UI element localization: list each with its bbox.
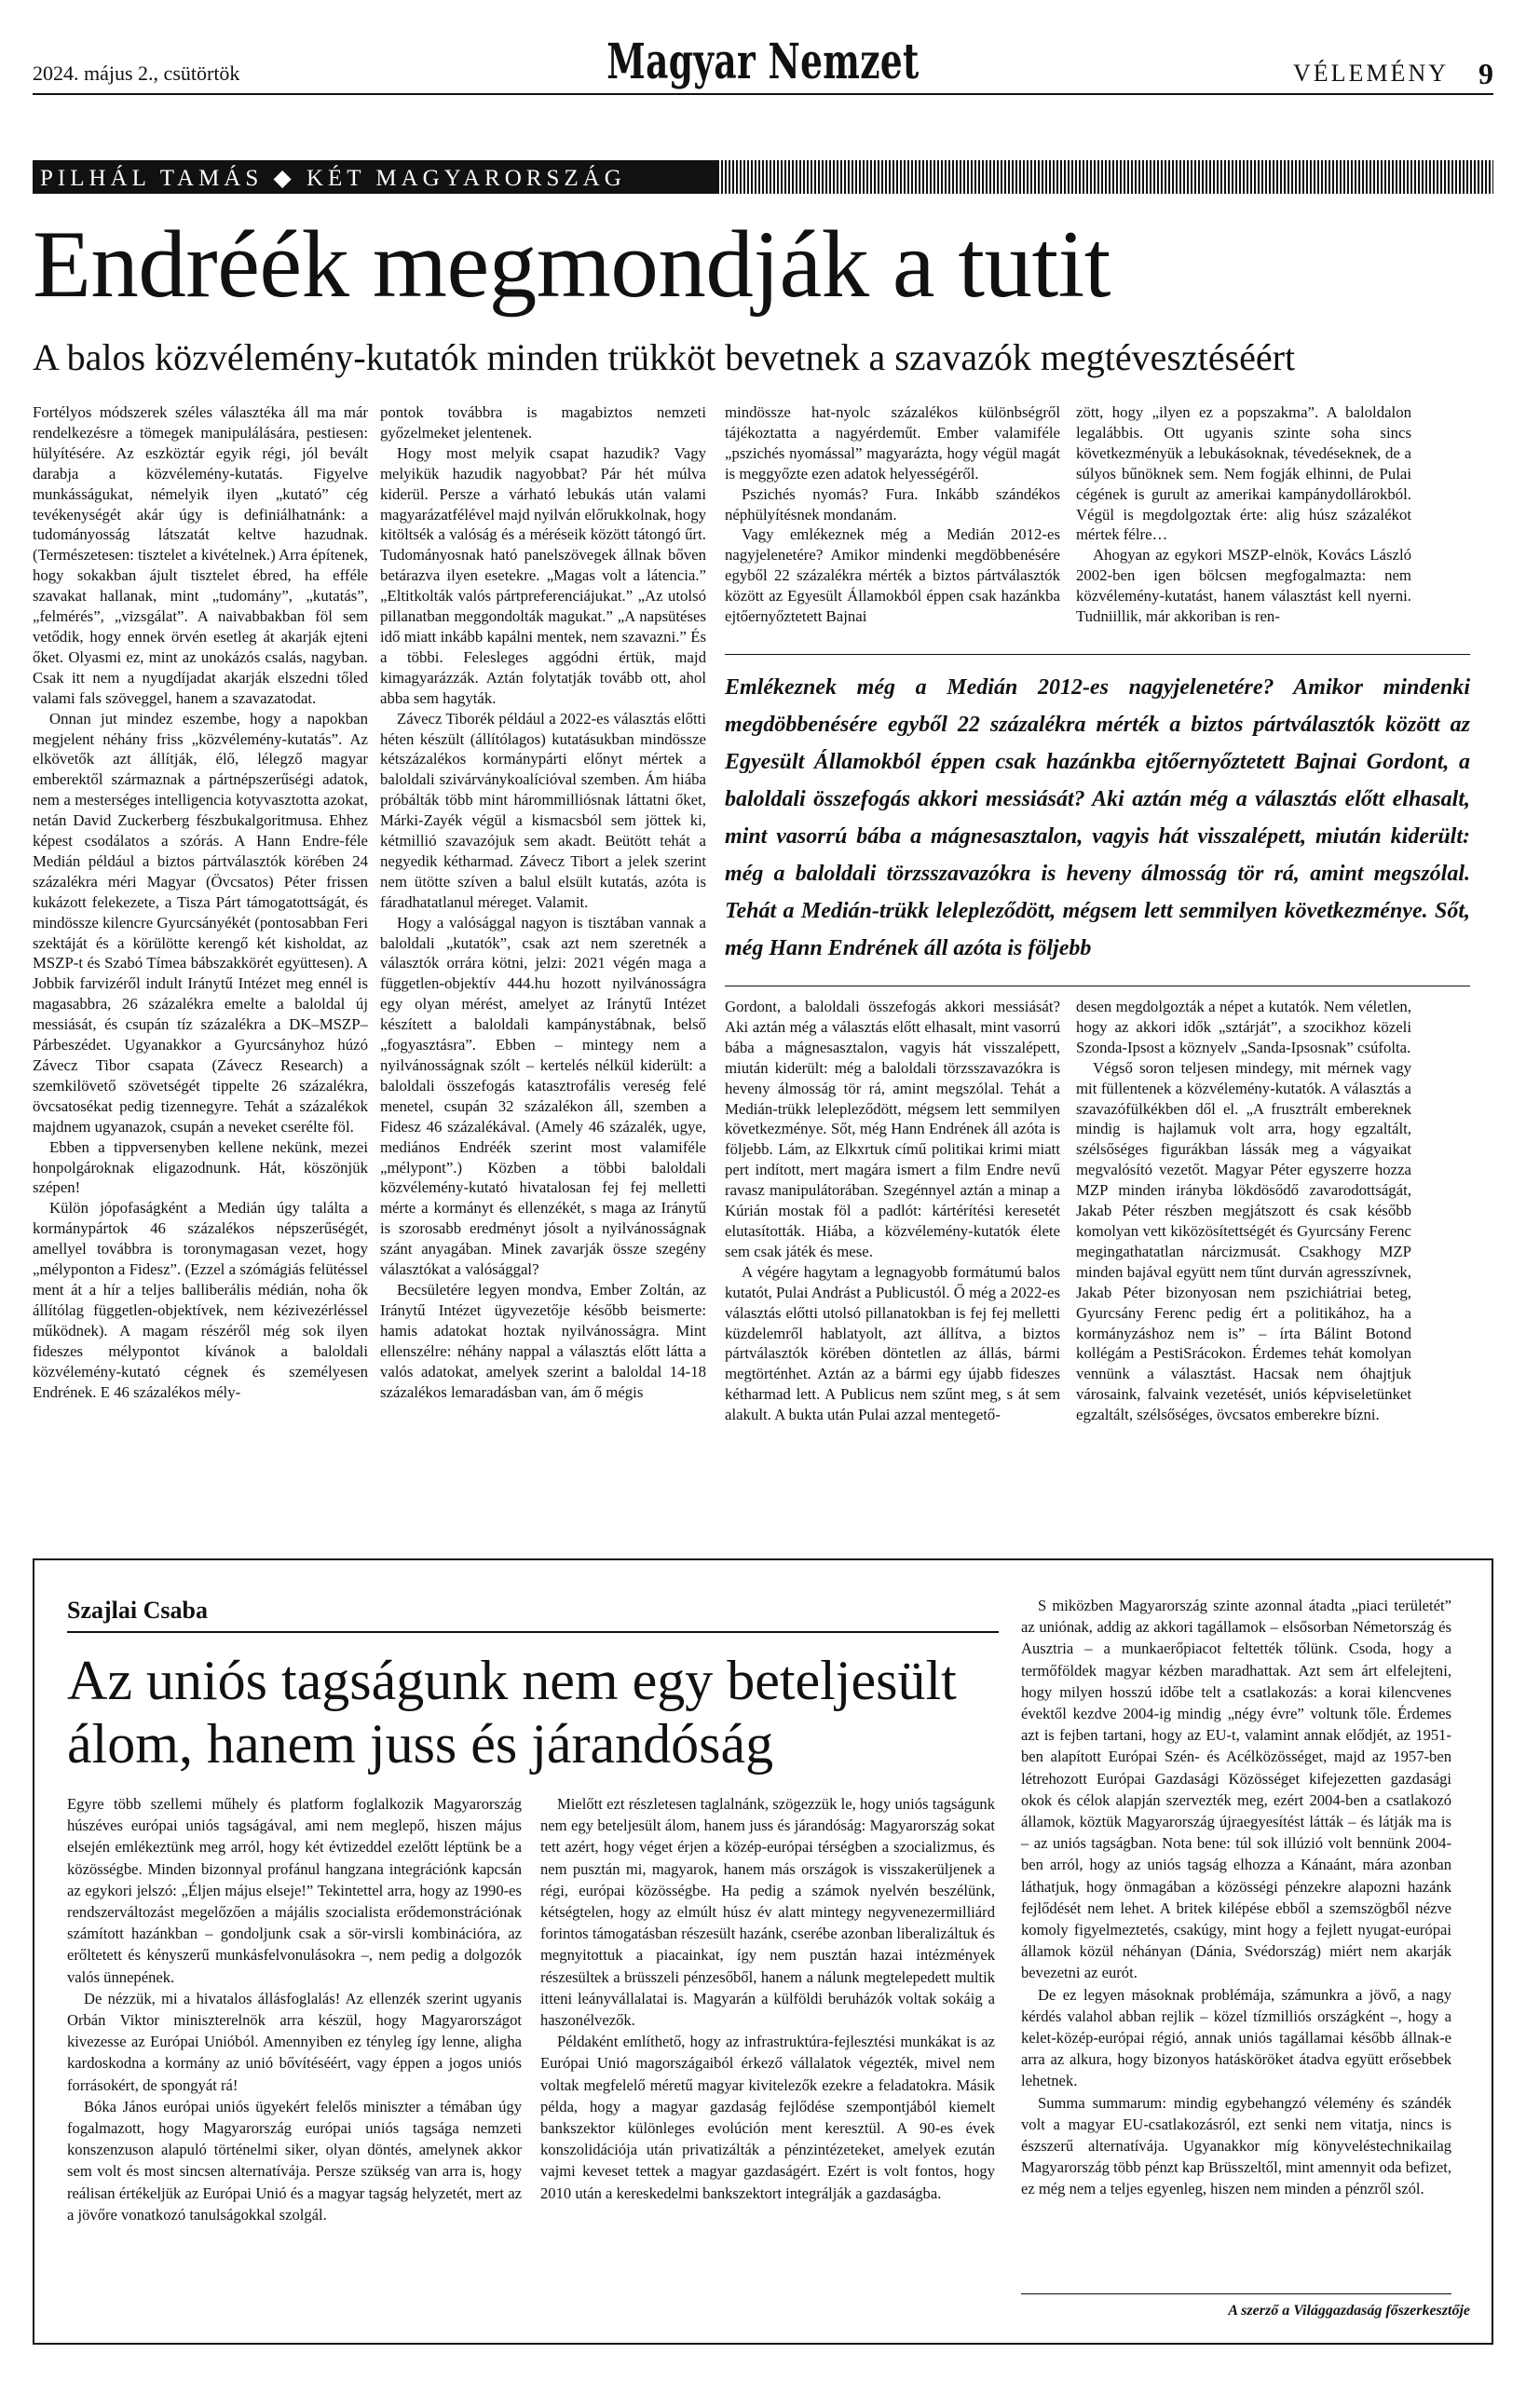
section-name: VÉLEMÉNY <box>1293 60 1449 87</box>
article1-column-2 <box>380 402 706 1402</box>
paragraph: Becsületére legyen mondva, Ember Zoltán, az Iránytű Intézet ügyvezetője később beismerte: hamis adatokat hoztak nyilvánosságra. Mint ellenszélre: néhány nappal a választás előtt látta a valós adatokat, amelyek szerint a baloldal 14-18 százalékos lemaradásban van, ám ő mégis <box>380 1280 706 1401</box>
article1-headline: Endréék megmondják a tutit <box>33 211 1110 318</box>
paragraph: Vagy emlékeznek még a Medián 2012-es nagyjelenetére? Amikor mindenki megdöbbenésére egyből 22 százalékra mérték a biztos pártválasztók között az Egyesült Államokból éppen csak hazánkba ejtőernyőztetett Bajnai <box>725 525 1060 626</box>
paragraph: Závecz Tiborék például a 2022-es választás előtti héten készült (állítólagos) kutatásukban mindössze kétszázalékos kormánypárti előnyt mértek a baloldali szivárványkoalícióval szemben. Ám hiába próbálták több mint hárommilliósnak láttatni őket, Márki-Zayék végül a kismacsból sem jöttek ki, kétmillió szavazójuk sem akadt. Beütött tehát a negyedik kétharmad. Závecz Tibort a jelek szerint nem ütötte szíven a balul elsült kutatás, azóta is fáradhatatlanul méreget. Valamit. <box>380 709 706 911</box>
paragraph: Summa summarum: mindig egybehangzó vélemény és szándék volt a magyar EU-csatlakozásról, ezt senki nem vitatja, nincs is észszerű alternatívája. Ugyanakkor míg könyveléstechnikailag Magyarország több pénzt kap Brüsszeltől, mint amennyit oda befizet, ez még nem a teljes egyenleg, hiszen nem minden a pénzről szól. <box>1021 2093 1451 2198</box>
newspaper-logo: Magyar Nemzet <box>606 34 920 90</box>
article2-column-3 <box>1021 1595 1451 2200</box>
headline-line: Az uniós tagságunk nem egy beteljesült <box>67 1650 957 1711</box>
headline-line: álom, hanem juss és járandóság <box>67 1713 774 1775</box>
paragraph: pontok továbbra is magabiztos nemzeti győzelmeket jelentenek. <box>380 403 706 442</box>
paragraph: Példaként említhető, hogy az infrastruktúra-fejlesztési munkákat is az Európai Unió magországaiból érkező vállalatok végezték, mivel nem voltak megfelelő méretű magyar kivitelezők ezekre a feladatokra. Másik példa, hogy a magyar gazdaság fejlődése szempontjából kiemelt bankszektor különleges evolúción ment keresztül. A 90-es évek konszolidációja után privatizálták a pénzintézeteket, amelyek ezután vajmi keveset tettek a magyar gazdaságért. Ezért is volt fontos, hogy 2010 után a kereskedelmi bankszektort integrálják a gazdaságba. <box>540 2033 995 2202</box>
issue-date: 2024. május 2., csütörtök <box>33 61 240 85</box>
paragraph: mindössze hat-nyolc százalékos különbségről tájékoztatta a nagyérdeműt. Ember valamiféle „pszichés nyomással” magyarázta, hogy végül magát is meggyőzte ezen adatok helyességéről. <box>725 403 1060 483</box>
column-kicker: PILHÁL TAMÁS ◆ KÉT MAGYARORSZÁG <box>33 164 634 192</box>
kicker-pattern <box>717 160 1493 194</box>
article1-subheadline: A balos közvélemény-kutatók minden trükköt bevetnek a szavazók megtévesztéséért <box>33 336 1296 378</box>
author-credit: A szerző a Világgazdaság főszerkesztője <box>1228 2303 1470 2319</box>
paragraph: De nézzük, mi a hivatalos állásfoglalás! Az ellenzék szerint ugyanis Orbán Viktor miniszterelnök arra készül, hogy Magyarországot kivezesse az Európai Unióból. Amennyiben ez tényleg így lenne, aligha kardoskodna a kormány az unió bővítéséért, vagy éppen a jogos uniós forrásokért, de spongyát rá! <box>67 1989 522 2094</box>
column-kicker-bar <box>33 160 1493 194</box>
masthead-rule <box>33 93 1493 95</box>
article2-headline <box>67 1649 957 1775</box>
article1-column-5 <box>725 997 1060 1425</box>
article1-column-6 <box>1076 997 1411 1425</box>
article2-column-1 <box>67 1793 522 2225</box>
paragraph: Ebben a tippversenyben kellene nekünk, mezei honpolgároknak eligazodnunk. Hát, köszönjük szépen! <box>33 1137 368 1197</box>
masthead <box>33 26 1493 90</box>
paragraph: Hogy most melyik csapat hazudik? Vagy melyikük hazudik nagyobbat? Pár hét múlva kiderül. Persze a várható lebukás után valami magyarázatfélével majd nyilván előrukkolnak, hogy kitöltsék a valóság és a méréseik között tátongó űrt. Tudományosnak ható panelszövegek állnak bőven betárazva ilyen esetekre. „Magas volt a látencia.” „Eltitkolták valós pártpreferenciájukat.” „Az utolsó pillanatban meggondolták magukat.” „A napsütéses idő miatt inkább kapálni mentek, nem szavazni.” És a többi. Felesleges aggódni értük, majd kimagyarázzák. Aztán folytatják tovább ott, ahol abba sem hagyták. <box>380 443 706 707</box>
paragraph: A végére hagytam a legnagyobb formátumú balos kutatót, Pulai Andrást a Publicustól. Ő még a 2022-es választás előtti utolsó pillanatokban is fej fej melletti küzdelemről hablatyolt, azt állítva, a biztos pártválasztók körében döntetlen az állás, bármi megtörténhet. Aztán az a bármi egy újabb fideszes kétharmad lett. A Publicus nem szűnt meg, s át sem alakult. A bukta után Pulai azzal mentegető- <box>725 1262 1060 1424</box>
paragraph: Onnan jut mindez eszembe, hogy a napokban megjelent néhány friss „közvélemény-kutatás”. Az elkövetők azt állítják, élő, lélegző magyar emberektől származnak a pártnépszerűségi adatok, nem a mesterséges intelligencia kotyvasztotta azokat, netán David Zuckerberg fészbukalgoritmusa. Ehhez képest csodálatos a szórás. A Hann Endre-féle Medián például a biztos pártválasztók körében 24 százalékra méri Magyar (Övcsatos) Péter frissen kukázott felekezete, a Tisza Párt támogatottságát, és mindössze kilencre Gyurcsányékét (pontosabban Feri szektáját és a körülötte kerengő két kisholdat, az MSZP-t és Szabó Tímea bábszakkörét együttesen). A Jobbik farvizéről indult Iránytű Intézet meg ennél is magasabbra, 26 százalékra emelte a baloldal új messiását, és csupán tíz százalékra a DK–MSZP–Párbeszédet. Ugyanakkor a Gyurcsányhoz húzó Závecz Tibor csapata (Závecz Research) a szemkilövető szövetségét tippelte 26 százalékra, övcsatosékat pedig tizennegyre. Tehát a százalékok majdnem ugyanazok, csupán a neveket cserélte föl. <box>33 709 368 1136</box>
paragraph: Ahogyan az egykori MSZP-elnök, Kovács László 2002-ben igen bölcsen megfogalmazta: nem közvélemény-kutatást, hanem választást kell nyerni. Tudniillik, már akkoriban is ren- <box>1076 546 1411 626</box>
paragraph: desen megdolgozták a népet a kutatók. Nem véletlen, hogy az akkori idők „sztárját”, a szocikhoz közeli Szonda-Ipsost a köznyelv „Sanda-Ipsosnak” csúfolta. <box>1076 998 1411 1056</box>
paragraph: De ez legyen másoknak problémája, számunkra a jövő, a nagy kérdés valahol abban rejlik – közel tízmilliós országként –, hogy a kelet-közép-európai régió, annak uniós tagállamai később állnak-e arra az alkura, hogy bizonyos hatásköröket átadva együtt erősebbek lehetnek. <box>1021 1985 1451 2090</box>
paragraph: Hogy a valósággal nagyon is tisztában vannak a baloldali „kutatók”, csak azt nem szeretnék a választók orrára kötni, jelzi: 2021 végén maga a független-objektív 444.hu hozott nyilvánosságra egy olyan mérést, amelyet az Iránytű Intézet készített a baloldali kampánystábnak, belső „fogyasztásra”. Ebben – mintegy nem a nyilvánosságnak szólt – kertelés nélkül kiderült: a baloldali összefogás katasztrofális vereség felé menetel, csupán 32 százalékon áll, szemben a Fidesz 46 százalékával. (Amely 46 százalék, ugye, mediános Endréék szerint most valamiféle „mélypont”.) Közben a többi baloldali közvélemény-kutató hivatalosan fej fej melletti mérte a kormányt és ellenzékét, s maga az Iránytű is szorosabb eredményt jósolt a nyilvánosságnak szánt anyagában. Minek zavarják össze szegény választókat a valósággal? <box>380 913 706 1279</box>
paragraph: zött, hogy „ilyen ez a popszakma”. A baloldalon legalábbis. Ott ugyanis szinte soha sincs következményük a lebukásoknak, tévedéseknek, de a súlyos bűnöknek sem. Nem fogják elhinni, de Pulai cégének is gurult az amerikai kampánydollárokból. Végül is megdolgoztak érte: alig húsz százalékot mértek félre… <box>1076 403 1411 544</box>
page-number: 9 <box>1478 57 1493 90</box>
paragraph: S miközben Magyarország szinte azonnal átadta „piaci területét” az uniónak, addig az akkori tagállamok – elsősorban Németország és Ausztria – a munkaerőpiacot feltették tőlünk. Csoda, hogy a termőföldek magyar kézben maradhattak. Azt sem árt elfelejteni, hogy milyen hosszú időbe telt a csatlakozás: a korai kilencvenes évektől kezdve 2004-ig mindig „négy évre” voltunk tőle. Érdemes azt is fejben tartani, hogy az EU-t, valamint annak elődjét, az 1951-ben alapított Európai Szén- és Acélközösséget, majd az 1957-ben létrehozott Európai Gazdasági Közösséget kifejezetten gazdasági okok és célok alapján szervezték meg, ezért 2004-ben a csatlakozó államok, köztük Magyarország újraegyesítést látták – és látják ma is – az uniós tagságban. Nota bene: túl sok illúzió volt bennünk 2004-ben arról, hogy az uniós tagság elhozza a Kánaánt, mára azonban láthatjuk, hogy önmagában a közösségi pénzekre alapozni hazánk fejlődését nem lehet. A britek kilépése ebből a szemszögből nézve komoly figyelmeztetés, csakúgy, mint hogy a fejlett nyugat-európai államok közül néhányan (Dánia, Svédország) miért nem akarják bevezetni az eurót. <box>1021 1597 1451 1982</box>
paragraph: Fortélyos módszerek széles választéka áll ma már rendelkezésre a tömegek manipulálására, pestiesen: hülyítésére. Az eszköztár egyik régi, jól bevált darabja a közvélemény-kutatás. Figyelve munkásságukat, némelyik ilyen „kutató” cég tevékenységét akár úgy is definiálhatnánk: a tudományosság látszatát keltve hazudnak. (Természetesen: tisztelet a kivételnek.) Arra építenek, hogy sokakban ájult tisztelet ébred, ha efféle szavakat hallanak, mint „tudomány”, „kutatás”, „felmérés”, „vizsgálat”. A naivabbakban föl sem vetődik, hogy ennek örvén esetleg át akarják ejteni őket. Olyasmi ez, mint az unokázós csalás, nagyban. Csak itt nem a nyugdíjadat akarják elszedni tőled valami fals szöveggel, hanem a szavazatodat. <box>33 403 368 707</box>
article2-column-2 <box>540 1793 995 2204</box>
credit-rule <box>1021 2293 1451 2294</box>
paragraph: Egyre több szellemi műhely és platform foglalkozik Magyarország húszéves európai uniós tagságával, ami nem meglepő, hiszen május elsején emlékeztünk meg arról, hogy két évtizeddel ezelőtt léptünk be a közösségbe. Minden bizonnyal profánul hangzana integrációnk kapcsán az egykori jelszó: „Éljen május elseje!” Tekintettel arra, hogy az 1990-es rendszerváltozást megelőzően a májális szocialista erődemonstrációnak számított hazánkban – gondoljunk csak a sör-virsli kombinációra, az erőltetett és kényszerű munkásfelvonulásokra –, nem pedig a dolgozók valós ünnepének. <box>67 1795 522 1986</box>
pullquote: Emlékeznek még a Medián 2012-es nagyjelenetére? Amikor mindenki megdöbbenésére egyből 22 százalékra mérték a biztos pártválasztók között az Egyesült Államokból éppen csak hazánkba ejtőernyőztetett Bajnai Gordont, a baloldali összefogás akkori messiását? Aki aztán még a választás előtt elhasalt, mint vasorrú bába a mágnesasztalon, vagyis hát visszalépett, miután kiderült: még a baloldali törzsszavazókra is heveny álmosság tör rá, amint megszólal. Tehát a Medián-trükk lelepleződött, mégsem lett semmilyen következménye. Sőt, még Hann Endrének áll azóta is följebb <box>725 675 1470 960</box>
article1-column-1 <box>33 402 368 1402</box>
paragraph: Pszichés nyomás? Fura. Inkább szándékos néphülyítésnek mondanám. <box>725 484 1060 524</box>
article1-column-3 <box>725 402 1060 627</box>
pullquote-rule-top <box>725 654 1470 655</box>
paragraph: Külön jópofaságként a Medián úgy találta a kormánypártok 46 százalékos népszerűségét, amellyel továbbra is toronymagasan vezet, hogy „mélyponton a Fidesz”. (Ezzel a szómágiás felütéssel ment át a hír a teljes balliberális médián, noha ők állítólag független-objektívek, nem kézivezérléssel működnek). A magam részéről még sok ilyen fideszes mélypontot kívánok a baloldali közvélemény-kutató cégnek és személyesen Endrének. E 46 százalékos mély- <box>33 1199 368 1401</box>
author-rule <box>67 1631 999 1633</box>
paragraph: Gordont, a baloldali összefogás akkori messiását? Aki aztán még a választás előtt elhasalt, mint vasorrú bába a mágnesasztalon, vagyis hát visszalépett, miután kiderült: még a baloldali törzsszavazókra is heveny álmosság tör rá, amint megszólal. Tehát a Medián-trükk lelepleződött, mégsem lett semmilyen következménye. Sőt, még Hann Endrének áll azóta is följebb. Lám, az Elkxrtuk című politikai krimi miatt pert indított, mert magára ismert a film Endre nevű ravasz manipulátorában. Szegénnyel aztán a minap a Kúrián mostak föl a padlót: kártérítési keresetét elutasították. Hiába, a közvélemény-kutatók élete sem csak játék és mese. <box>725 998 1060 1260</box>
paragraph: Bóka János európai uniós ügyekért felelős miniszter a témában úgy fogalmazott, hogy Magyarország európai uniós tagsága nemzeti konszenzuson alapuló történelmi siker, olyan döntés, amelynek akkor sem volt és most sincsen alternatívája. Persze szükség van arra is, hogy reálisan értékeljük az Európai Unió és a magyar tagság helyzetét, mert az a jövőre vonatkozó tanulságokkal szolgál. <box>67 2097 522 2224</box>
article1-column-4 <box>1076 402 1411 627</box>
article2-author: Szajlai Csaba <box>67 1597 208 1624</box>
paragraph: Mielőtt ezt részletesen taglalnánk, szögezzük le, hogy uniós tagságunk nem egy beteljesült álom, hanem juss és járandóság: Magyarország sokat tett azért, hogy véget érjen a közép-európai térségben a szocializmus, és nem pusztán mi, magyarok, hanem más országok is visszakerüljenek a régi, európai közösségbe. Ha pedig a számok nyelvén beszélünk, kétségtelen, hogy az elmúlt húsz év alatt mintegy negyvenezermilliárd forintos támogatásban részesült hazánk, cserébe azonban liberalizáltuk és megnyitottuk a piacainkat, így nem pusztán hazai intézmények részesültek a brüsszeli pénzesőből, hanem a nálunk megtelepedett multik itteni leányvállalatai is. Magyarán a külföldi beruházók voltak sokáig a haszonélvezők. <box>540 1795 995 2030</box>
paragraph: Végső soron teljesen mindegy, mit mérnek vagy mit füllentenek a közvélemény-kutatók. A választás a szavazófülkékben dől el. „A frusztrált embereknek mindig is hajlamuk volt arra, hogy egzaltált, szélsőséges figurákban lássák meg a vágyaikat megvalósító vezetőt. Magyar Péter egyszerre hozza MZP minden irányba lökdösődő zavarodottságát, Jakab Péter részben megjátszott és csak később komolyan vett kiközösítettségét és Gyurcsány Ferenc megingathatatlan nárcizmusát. Csakhogy MZP minden bajával együtt nem tűnt durván agresszívnek, Jakab Péter bizonyosan nem pszichiátriai beteg, Gyurcsány Ferenc pedig ért a politikához, ha a kormányzáshoz nem is” – írta Bálint Botond kollégám a PestiSrácokon. Érdemes tehát komolyan vennünk a választást. Hacsak nem óhajtjuk városaink, falvaink vezetését, uniós képviseletünket egzaltált, szélsőséges, övcsatos emberekre bízni. <box>1076 1058 1411 1424</box>
